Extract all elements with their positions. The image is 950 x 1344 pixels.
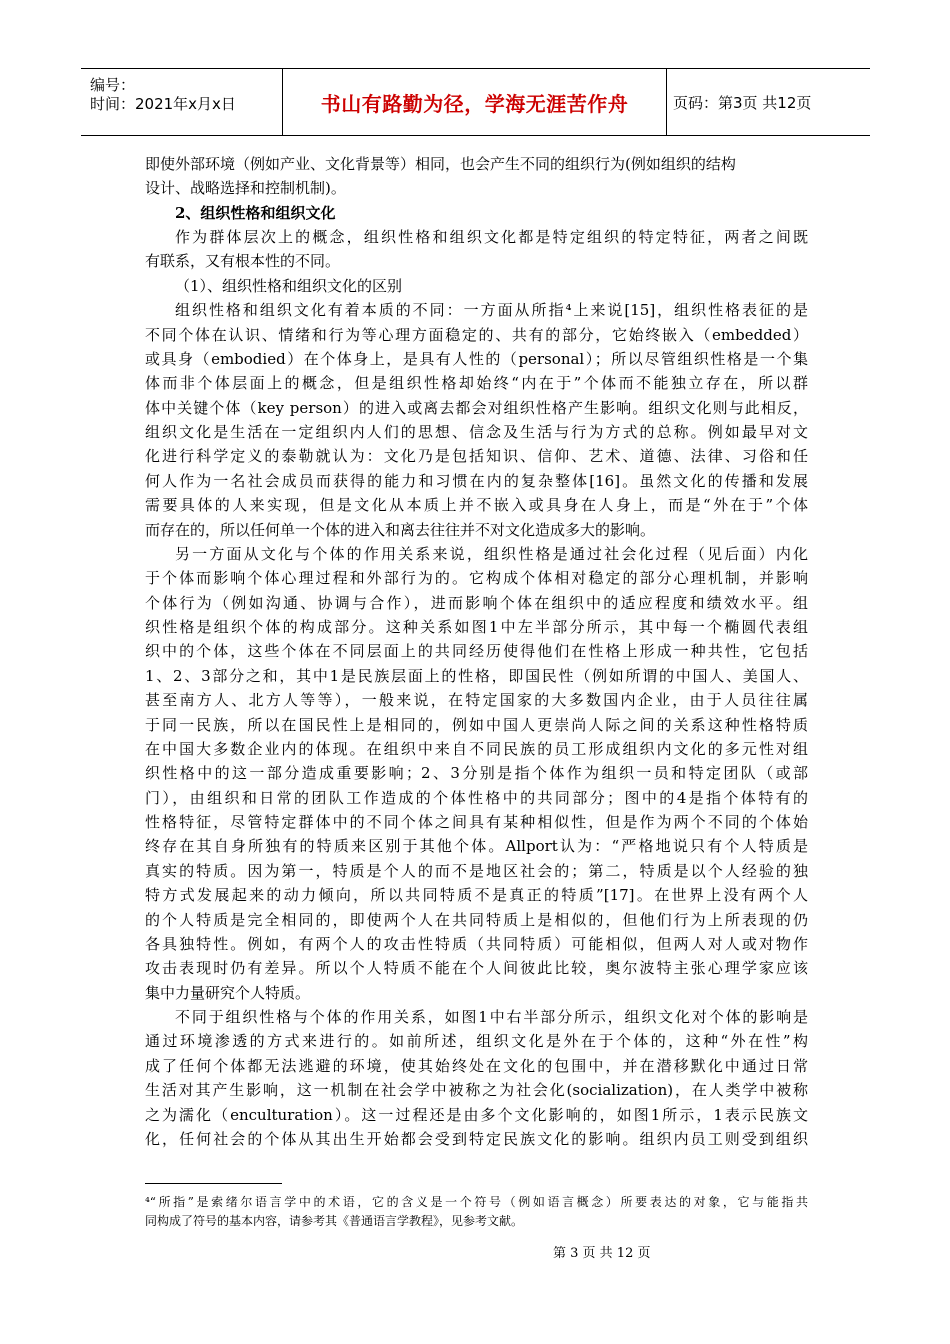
header-motto: 书山有路勤为径，学海无涯苦作舟 bbox=[320, 91, 629, 116]
text-line: 体而非个体层面上的概念，但是组织性格却始终“内在于”个体而不能独立存在，所以群 bbox=[145, 374, 808, 392]
text-line: 特方式发展起来的动力倾向，所以共同特质不是真正的特质”[17]。在世界上没有两个人 bbox=[145, 886, 808, 904]
text-line: 不同于组织性格与个体的作用关系，如图1中右半部分所示，组织文化对个体的影响是 bbox=[175, 1008, 808, 1026]
text-line: 于个体而影响个体心理过程和外部行为的。它构成个体相对稳定的部分心理机制，并影响 bbox=[145, 569, 808, 587]
header-page-code: 页码：第3页 共12页 bbox=[673, 93, 812, 112]
header-info-cell bbox=[81, 69, 283, 135]
text-line: 终存在其自身所独有的特质来区别于其他个体。Allport认为：“严格地说只有个人特质是 bbox=[145, 837, 808, 855]
text-line: 即使外部环境（例如产业、文化背景等）相同，也会产生不同的组织行为(例如组织的结构 bbox=[145, 155, 736, 173]
text-line: 生活对其产生影响，这一机制在社会学中被称之为社会化(socialization)，在人类学中被称 bbox=[145, 1081, 808, 1099]
text-line: 组织文化是生活在一定组织内人们的思想、信念及生活与行为方式的总称。例如最早对文 bbox=[145, 423, 808, 441]
text-line: 真实的特质。因为第一，特质是个人的而不是地区社会的；第二，特质是以个人经验的独 bbox=[145, 862, 808, 880]
header-date-label: 时间：2021年x月x日 bbox=[90, 95, 236, 113]
text-line: 性格特征，尽管特定群体中的不同个体之间具有某种相似性，但是作为两个不同的个体始 bbox=[145, 813, 808, 831]
footnote-line: 同构成了符号的基本内容，请参考其《普通语言学教程》，见参考文献。 bbox=[145, 1214, 524, 1228]
header-number-label: 编号： bbox=[90, 76, 136, 94]
text-line: 甚至南方人、北方人等等），一般来说，在特定国家的大多数国内企业，由于人员往往属 bbox=[145, 691, 808, 709]
text-line: 织性格是组织个体的构成部分。这种关系如图1中左半部分所示，其中每一个椭圆代表组 bbox=[145, 618, 808, 636]
text-line: 另一方面从文化与个体的作用关系来说，组织性格是通过社会化过程（见后面）内化 bbox=[175, 545, 808, 563]
text-line: 织中的个体，这些个体在不同层面上的共同经历使得他们在性格上形成一种共性，它包括 bbox=[145, 642, 808, 660]
text-line: 的个人特质是完全相同的，即使两个人在共同特质上是相似的，但他们行为上所表现的仍 bbox=[145, 911, 808, 929]
text-line: 何人作为一名社会成员而获得的能力和习惯在内的复杂整体[16]。虽然文化的传播和发展 bbox=[145, 472, 808, 490]
section-heading: 2、组织性格和组织文化 bbox=[175, 204, 336, 222]
text-line: 成了任何个体都无法逃避的环境，使其始终处在文化的包围中，并在潜移默化中通过日常 bbox=[145, 1057, 808, 1075]
header-motto-cell bbox=[283, 69, 667, 135]
text-line: 各具独特性。例如，有两个人的攻击性特质（共同特质）可能相似，但两人对人或对物作 bbox=[145, 935, 808, 953]
text-line: 设计、战略选择和控制机制)。 bbox=[145, 179, 346, 197]
text-line: 不同个体在认识、情绪和行为等心理方面稳定的、共有的部分，它始终嵌入（embedded） bbox=[145, 326, 808, 344]
text-line: 1、2、3部分之和，其中1是民族层面上的性格，即国民性（例如所谓的中国人、美国人、 bbox=[145, 667, 808, 685]
text-line: 作为群体层次上的概念，组织性格和组织文化都是特定组织的特定特征，两者之间既 bbox=[175, 228, 808, 246]
header-page-cell bbox=[667, 69, 870, 135]
text-line: 或具身（embodied）在个体身上，是具有人性的（personal）；所以尽管组织性格是一个集 bbox=[145, 350, 808, 368]
text-line: 需要具体的人来实现，但是文化从本质上并不嵌入或具身在人身上，而是“外在于”个体 bbox=[145, 496, 808, 514]
text-line: 织性格中的这一部分造成重要影响；2、3分别是指个体作为组织一员和特定团队（或部 bbox=[145, 764, 808, 782]
text-line: 门），由组织和日常的团队工作造成的个体性格中的共同部分；图中的4是指个体特有的 bbox=[145, 789, 808, 807]
text-line: 化，任何社会的个体从其出生开始都会受到特定民族文化的影响。组织内员工则受到组织 bbox=[145, 1130, 808, 1148]
text-line: 有联系，又有根本性的不同。 bbox=[145, 252, 341, 270]
text-line: 体中关键个体（key person）的进入或离去都会对组织性格产生影响。组织文化则与此相反， bbox=[145, 399, 808, 417]
page-header bbox=[81, 68, 870, 136]
text-line: 而存在的，所以任何单一个体的进入和离去往往并不对文化造成多大的影响。 bbox=[145, 521, 656, 539]
text-line: 通过环境渗透的方式来进行的。如前所述，组织文化是外在于个体的，这种“外在性”构 bbox=[145, 1032, 808, 1050]
text-line: 化进行科学定义的泰勒就认为：文化乃是包括知识、信仰、艺术、道德、法律、习俗和任 bbox=[145, 447, 808, 465]
footnote-separator bbox=[145, 1183, 282, 1184]
text-line: 组织性格和组织文化有着本质的不同：一方面从所指⁴上来说[15]，组织性格表征的是 bbox=[175, 301, 808, 319]
text-line: 于同一民族，所以在国民性上是相同的，例如中国人更崇尚人际之间的关系这种性格特质 bbox=[145, 716, 808, 734]
text-line: 个体行为（例如沟通、协调与合作），进而影响个体在组织中的适应程度和绩效水平。组 bbox=[145, 594, 808, 612]
page-footer: 第 3 页 共 12 页 bbox=[553, 1246, 651, 1261]
subsection-heading: （1）、组织性格和组织文化的区别 bbox=[175, 277, 403, 295]
text-line: 之为濡化（enculturation）。这一过程还是由多个文化影响的，如图1所示，1表示民族文 bbox=[145, 1106, 808, 1124]
footnote-line: ⁴“所指”是索绪尔语言学中的术语，它的含义是一个符号（例如语言概念）所要表达的对象，它与能指共 bbox=[145, 1195, 808, 1209]
text-line: 在中国大多数企业内的体现。在组织中来自不同民族的员工形成组织内文化的多元性对组 bbox=[145, 740, 808, 758]
text-line: 集中力量研究个人特质。 bbox=[145, 984, 311, 1002]
text-line: 攻击表现时仍有差异。所以个人特质不能在个人间彼此比较，奥尔波特主张心理学家应该 bbox=[145, 959, 808, 977]
